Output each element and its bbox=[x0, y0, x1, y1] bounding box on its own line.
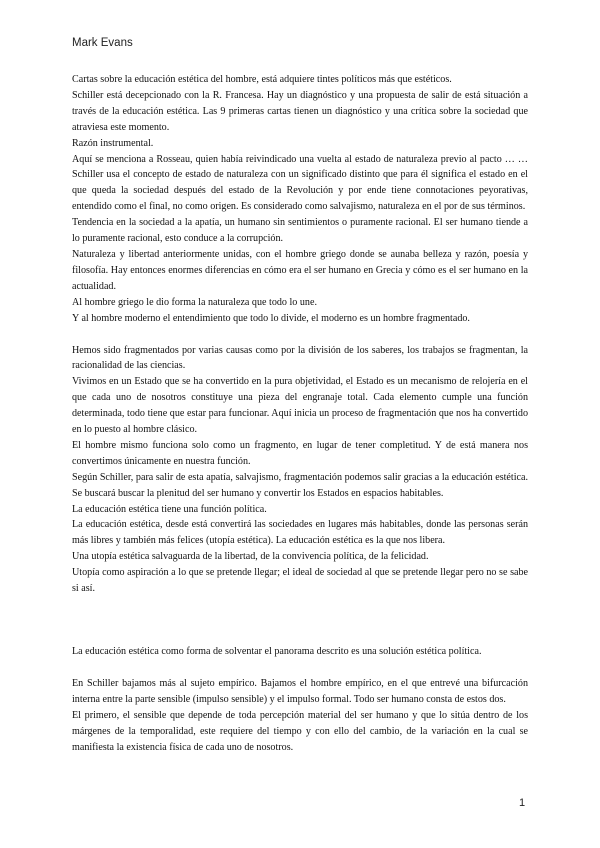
paragraph: En Schiller bajamos más al sujeto empírico. Bajamos el hombre empírico, en el que entrevé una bifurcación interna entre la parte sensible (impulso sensible) y el impulso formal. Todo ser humano consta de estos dos. bbox=[72, 677, 528, 705]
paragraph: El hombre mismo funciona solo como un fragmento, en lugar de tener completitud. Y de está manera nos convertimos únicamente en nuestra función. bbox=[72, 439, 528, 467]
section-spacer bbox=[72, 327, 528, 343]
document-header-author: Mark Evans bbox=[72, 37, 133, 49]
paragraph: Al hombre griego le dio forma la naturaleza que todo lo une. bbox=[72, 296, 317, 308]
section-2 bbox=[72, 343, 528, 598]
page-number: 1 bbox=[519, 797, 526, 809]
paragraph: Utopía como aspiración a lo que se pretende llegar; el ideal de sociedad al que se pretende llegar pero no se sabe si así. bbox=[72, 567, 528, 595]
section-4 bbox=[72, 676, 528, 756]
paragraph: Cartas sobre la educación estética del hombre, está adquiere tintes políticos más que estéticos. bbox=[72, 74, 452, 85]
paragraph: El primero, el sensible que depende de toda percepción material del ser humano y que lo sitúa dentro de los márgenes de la temporalidad, este requiere del tiempo y con ello del cambio, de la variación en la cual se manifiesta la existencia física de cada uno de nosotros. bbox=[72, 709, 528, 753]
paragraph: Según Schiller, para salir de esta apatía, salvajismo, fragmentación podemos salir gracias a la educación estética. Se buscará buscar la plenitud del ser humano y convertir los Estados en espacios habitables. bbox=[72, 471, 528, 499]
paragraph: Una utopía estética salvaguarda de la libertad, de la convivencia política, de la felicidad. bbox=[72, 551, 429, 563]
paragraph: Y al hombre moderno el entendimiento que todo lo divide, el moderno es un hombre fragmentado. bbox=[72, 312, 470, 324]
paragraph: La educación estética tiene una función política. bbox=[72, 503, 267, 515]
paragraph: Naturaleza y libertad anteriormente unidas, con el hombre griego donde se aunaba belleza y razón, poesía y filosofía. Hay entonces enormes diferencias en cómo era el ser humano en Grecia y cómo es el ser humano en la actualidad. bbox=[72, 248, 528, 292]
paragraph: Tendencia en la sociedad a la apatía, un humano sin sentimientos o puramente racional. El ser humano tiende a lo puramente racional, esto conduce a la corrupción. bbox=[72, 217, 528, 245]
section-1 bbox=[72, 72, 528, 327]
paragraph: Aquí se menciona a Rosseau, quien había reivindicado una vuelta al estado de naturaleza previo al pacto … … Schiller usa el concepto de estado de naturaleza con un significado distinto que para él significa el estado en el que queda la sociedad después del estado de la Revolución y por ende tiene connotaciones peyorativas, entendido como el final, no como origen. Es considerado como salvajismo, naturaleza en el por de sus términos. bbox=[72, 153, 528, 213]
paragraph: La educación estética como forma de solventar el panorama descrito es una solución estética política. bbox=[72, 646, 482, 657]
section-spacer bbox=[72, 660, 528, 676]
paragraph: Vivimos en un Estado que se ha convertido en la pura objetividad, el Estado es un mecanismo de relojería en el que cada uno de nosotros constituye una pieza del engranaje total. Cada elemento cumple una función determinada, todo tiene que estar para funcionar. Aquí inicia un proceso de fragmentación que nos ha convertido en lo puesto al hombre clásico. bbox=[72, 376, 528, 436]
section-3 bbox=[72, 644, 528, 660]
paragraph: Schiller está decepcionado con la R. Francesa. Hay un diagnóstico y una propuesta de salir de está situación a través de la educación estética. Las 9 primeras cartas tienen un diagnóstico y una crítica sobre la sociedad que atraviesa este momento. bbox=[72, 89, 528, 133]
document-body bbox=[72, 72, 528, 755]
paragraph: Razón instrumental. bbox=[72, 137, 154, 149]
paragraph: Hemos sido fragmentados por varias causas como por la división de los saberes, los trabajos se fragmentan, la racionalidad de las ciencias. bbox=[72, 344, 528, 372]
section-spacer bbox=[72, 597, 528, 644]
paragraph: La educación estética, desde está convertirá las sociedades en lugares más habitables, donde las personas serán más libres y también más felices (utopía estética). La educación estética es la que nos libera. bbox=[72, 519, 528, 547]
